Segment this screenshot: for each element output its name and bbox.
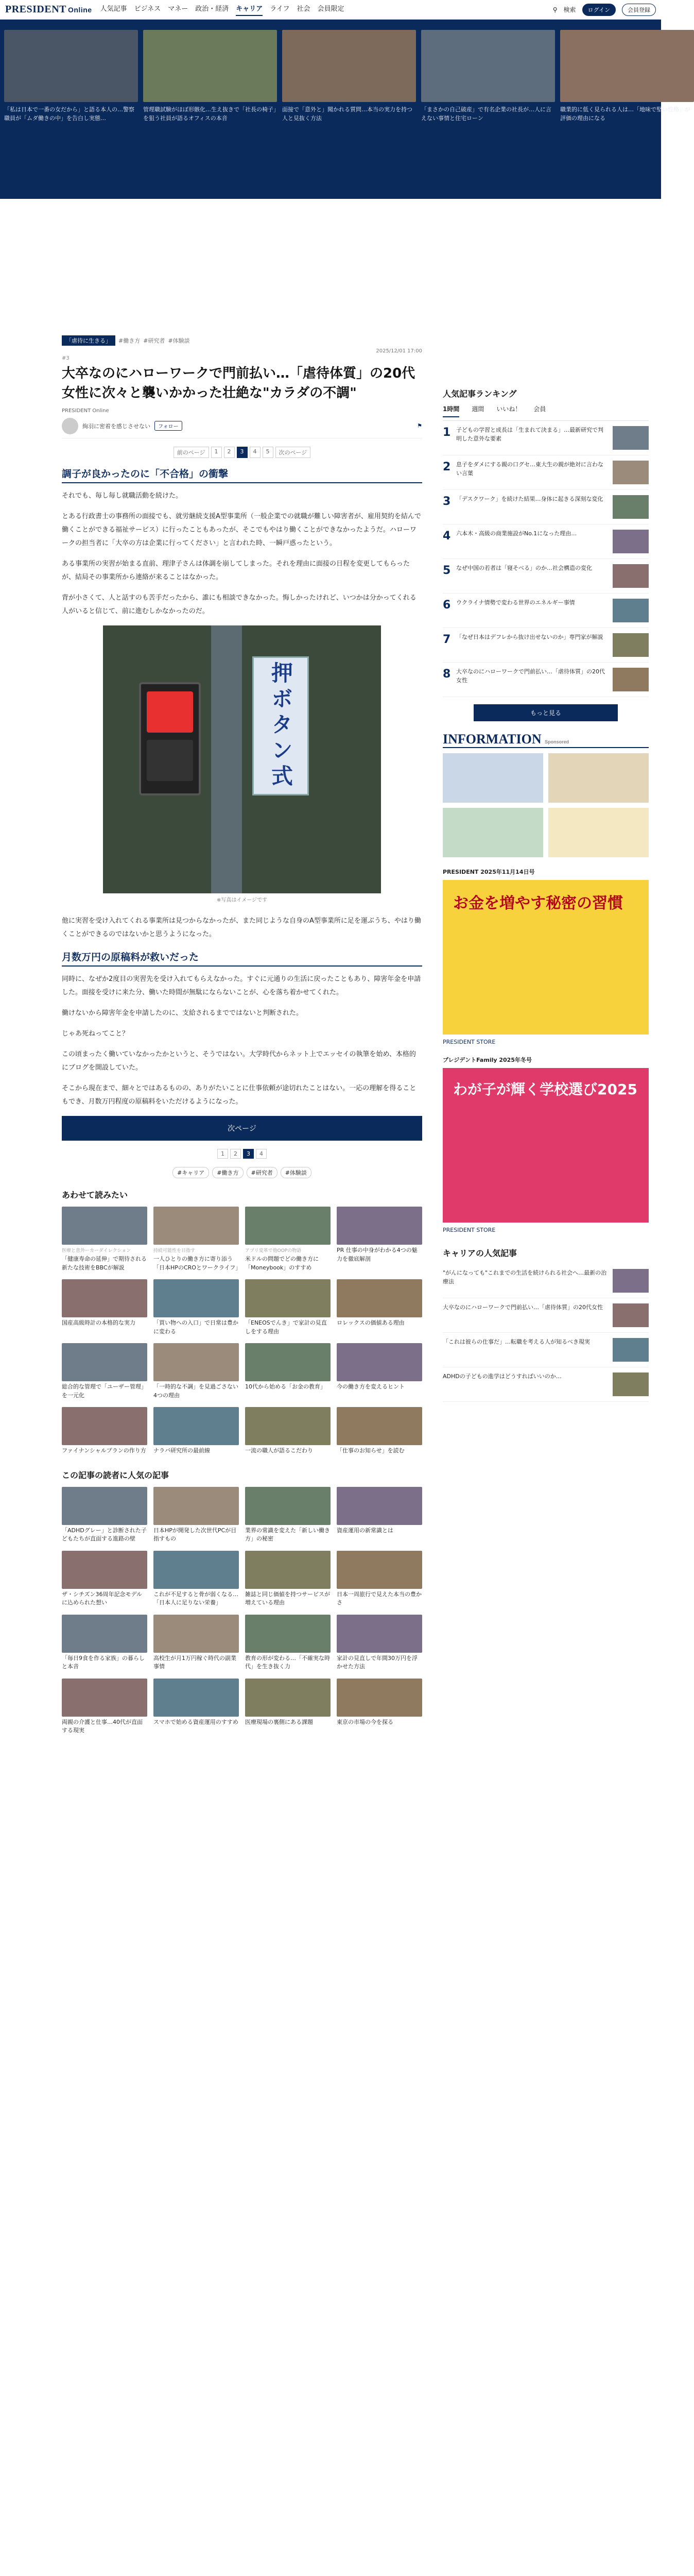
popular-grid xyxy=(62,1487,422,1735)
card-image xyxy=(62,1407,147,1445)
register-button[interactable]: 会員登録 xyxy=(622,4,656,16)
hero-carousel xyxy=(0,20,690,199)
ranking-item[interactable] xyxy=(443,594,649,628)
rank-number: 5 xyxy=(443,564,451,577)
hero-text: 管理職試験がほぼ形骸化…生え抜きで「社長の椅子」を狙う社員が語るオフィスの本音 xyxy=(143,106,276,122)
next-page-button[interactable]: 次ページ xyxy=(62,1116,422,1141)
ad-space xyxy=(62,199,422,333)
hero-card[interactable] xyxy=(4,30,138,199)
article-card[interactable] xyxy=(153,1207,239,1272)
article-card[interactable] xyxy=(62,1679,147,1735)
card-image xyxy=(337,1279,422,1317)
article-card[interactable] xyxy=(337,1487,422,1544)
hero-text: 面接で「意外と」聞かれる質問…本当の実力を持つ人と見抜く方法 xyxy=(282,106,412,122)
article-card[interactable] xyxy=(153,1279,239,1336)
article-card[interactable] xyxy=(245,1343,331,1400)
card-image xyxy=(62,1343,147,1381)
article-photo xyxy=(103,625,381,893)
rank-number: 4 xyxy=(443,530,451,543)
rank-title: 「デスクワーク」を続けた結果…身体に起きる深刻な変化 xyxy=(456,496,603,502)
article-card[interactable] xyxy=(62,1407,147,1455)
paragraph: 同時に、なぜか2度目の実習先を受け入れてもらえなかった。すぐに元通りの生活に戻ったこともあり、障害年金を申請した。面接を受けに来た分、働いた時間が無駄にならないことが、心を落ち着かせてくれた。 xyxy=(62,975,421,997)
career-title: キャリアの人気記事 xyxy=(443,1248,517,1258)
card-image xyxy=(153,1207,239,1245)
card-title: ファイナンシャルプランの作り方 xyxy=(62,1447,146,1454)
info-banner[interactable] xyxy=(548,808,649,857)
card-image xyxy=(245,1487,331,1525)
ranking-title: 人気記事ランキング xyxy=(443,389,517,399)
avatar[interactable] xyxy=(62,418,78,434)
rank-number: 7 xyxy=(443,633,451,646)
card-image xyxy=(153,1615,239,1653)
rank-image xyxy=(613,633,649,657)
rank-number: 2 xyxy=(443,461,451,473)
popular-title: この記事の読者に人気の記事 xyxy=(62,1470,169,1480)
nav-item-career[interactable]: キャリア xyxy=(236,3,263,16)
card-title: スマホで始める資産運用のすすめ xyxy=(153,1718,238,1725)
career-item[interactable] xyxy=(443,1298,649,1333)
article-card[interactable] xyxy=(245,1551,331,1607)
sidebar xyxy=(422,199,649,1735)
ranking-item[interactable] xyxy=(443,559,649,594)
article-card[interactable] xyxy=(337,1407,422,1455)
article-card[interactable] xyxy=(245,1207,331,1272)
article-tags xyxy=(62,333,422,348)
career-item[interactable] xyxy=(443,1333,649,1367)
article-column xyxy=(0,199,422,1735)
card-title: 業界の常識を変えた「新しい働き方」の秘密 xyxy=(245,1527,330,1543)
traffic-signal xyxy=(139,682,201,795)
career-image xyxy=(613,1303,649,1327)
career-list xyxy=(443,1264,649,1402)
career-item-title: 大卒なのにハローワークで門前払い…「虐待体質」の20代女性 xyxy=(443,1304,603,1311)
tab-likes[interactable]: いいね！ xyxy=(496,405,522,413)
card-image xyxy=(245,1679,331,1717)
hero-image xyxy=(143,30,277,102)
page-current[interactable]: 3 xyxy=(243,1149,254,1159)
card-title: 「ENEOSでんき」で家計の見直しをする理由 xyxy=(245,1319,327,1335)
card-source: 医療と意外ーカーダイレクション xyxy=(62,1248,131,1254)
tab-1hour[interactable]: 1時間 xyxy=(443,404,459,417)
card-title: 教育の形が変わる…「不確実な時代」を生き抜く力 xyxy=(245,1654,330,1670)
nav-item[interactable]: マネー xyxy=(168,5,188,13)
rank-number: 6 xyxy=(443,599,451,612)
article-card[interactable] xyxy=(153,1407,239,1455)
card-image xyxy=(245,1615,331,1653)
rank-number: 3 xyxy=(443,495,451,508)
career-image xyxy=(613,1338,649,1362)
prev-page[interactable]: 前のページ xyxy=(173,447,209,458)
card-title: これが不足すると骨が弱くなる…「日本人に足りない栄養」 xyxy=(153,1590,238,1606)
article-card[interactable] xyxy=(153,1615,239,1671)
ranking-item[interactable] xyxy=(443,663,649,697)
tag[interactable]: #体験談 xyxy=(281,1167,311,1178)
rank-title: 六本木・高級の商業施設がNo.1になった理由… xyxy=(456,530,577,537)
card-image xyxy=(337,1551,422,1589)
career-image xyxy=(613,1269,649,1293)
card-image xyxy=(62,1207,147,1245)
career-item[interactable] xyxy=(443,1367,649,1402)
article-card[interactable] xyxy=(153,1343,239,1400)
career-item-title: 「これは彼らの仕事だ」…転職を考える人が知るべき現実 xyxy=(443,1338,590,1345)
page-nav-top xyxy=(62,447,422,458)
bookmark-icon[interactable]: ⚑ xyxy=(417,422,422,430)
ranking-item[interactable] xyxy=(443,421,649,455)
info-banner[interactable] xyxy=(443,808,543,857)
rank-title: 子どもの学習と成長は「生まれて決まる」…最新研究で判明した意外な要素 xyxy=(456,427,603,442)
rank-title: 「なぜ日本はデフレから抜け出せないのか」専門家が解説 xyxy=(456,634,603,640)
card-title: 米ドルの問題でどの働き方に「Moneybook」のすすめ xyxy=(245,1256,319,1271)
card-image xyxy=(153,1407,239,1445)
page-link[interactable]: 2 xyxy=(224,447,235,458)
card-title: 「毎日9食を作る家族」の暮らしと本音 xyxy=(62,1654,145,1670)
card-title: 「買い物への入口」で日常は豊かに変わる xyxy=(153,1319,238,1335)
author-row xyxy=(62,414,422,438)
article-card[interactable] xyxy=(62,1343,147,1400)
publisher: PRESIDENT Online xyxy=(62,408,109,414)
page-link[interactable]: 5 xyxy=(263,447,273,458)
hero-card[interactable] xyxy=(282,30,416,199)
card-title: ザ・シチズン36周年記念モデルに込められた想い xyxy=(62,1590,143,1606)
search-label[interactable]: 検索 xyxy=(563,6,576,13)
login-button[interactable]: ログイン xyxy=(582,4,616,16)
ranking-item[interactable] xyxy=(443,628,649,663)
article-card[interactable] xyxy=(62,1615,147,1671)
hero-text: 「まさかの自己破産」で有名企業の社長が…人に言えない事情と住宅ローン xyxy=(421,106,551,122)
card-title: PR 仕事の中身がわかる4つの魅力を徹底解剖 xyxy=(337,1247,418,1262)
info-grid xyxy=(443,753,649,857)
hero-image xyxy=(4,30,138,102)
card-image xyxy=(62,1551,147,1589)
photo-caption: ※写真はイメージです xyxy=(216,897,268,904)
article-card[interactable] xyxy=(337,1279,422,1336)
card-image xyxy=(245,1551,331,1589)
paragraph: とある行政書士の事務所の面接でも、就労継続支援A型事業所（一般企業での就職が難しい障害者が、雇用契約を結んで働くことができる福祉サービス）に行ったこともあったが、そこでもやはり働くことができなかったようだ。ハローワークの担当者に「大卒の方は企業に行ってください」と言われた時、一瞬戸惑ったという。 xyxy=(62,513,421,548)
tag[interactable]: #働き方 xyxy=(212,1167,243,1178)
article-card[interactable] xyxy=(153,1679,239,1735)
push-button-plate: 押ボタン式 xyxy=(252,656,309,795)
magazine-title: PRESIDENT 2025年11月14日号 xyxy=(443,869,535,875)
information-header: INFORMATION Sponsored xyxy=(443,732,649,748)
card-image xyxy=(62,1679,147,1717)
card-title: 「健康寿命の延伸」で期待される新たな技術をBBCが解説 xyxy=(62,1256,147,1271)
card-title: 雑誌と同じ価値を持つサービスが増えている理由 xyxy=(245,1590,330,1606)
article-card[interactable] xyxy=(62,1551,147,1607)
card-title: 国産高級時計の本格的な実力 xyxy=(62,1319,135,1327)
rank-image xyxy=(613,426,649,450)
article-card[interactable] xyxy=(245,1615,331,1671)
store-link[interactable]: PRESIDENT STORE xyxy=(443,1039,496,1045)
header-actions xyxy=(553,4,656,16)
card-title: 一流の職人が語るこだわり xyxy=(245,1447,313,1454)
card-image xyxy=(62,1279,147,1317)
article-card[interactable] xyxy=(153,1487,239,1544)
article-card[interactable] xyxy=(245,1279,331,1336)
article-card[interactable] xyxy=(245,1487,331,1544)
nav-item[interactable]: 人気記事 xyxy=(100,5,127,13)
follow-button[interactable]: フォロー xyxy=(154,421,182,431)
tag[interactable]: #研究者 xyxy=(247,1167,277,1178)
rank-image xyxy=(613,599,649,622)
info-banner[interactable] xyxy=(443,753,543,803)
article-card[interactable] xyxy=(62,1487,147,1544)
rank-image xyxy=(613,564,649,588)
paragraph: 働けないから障害年金を申請したのに、支給されるまでではないと判断された。 xyxy=(62,1009,303,1018)
bottom-tags xyxy=(62,1167,422,1178)
card-image xyxy=(337,1679,422,1717)
more-button[interactable]: もっと見る xyxy=(474,704,618,721)
nav-item[interactable]: 政治・経済 xyxy=(195,5,229,13)
hero-image xyxy=(560,30,694,102)
rank-title: なぜ中国の若者は「寝そべる」のか…社会構造の変化 xyxy=(456,565,592,571)
site-logo[interactable]: PRESIDENT Online xyxy=(5,4,92,15)
author-name[interactable]: 絢羽に密着を感じさせない xyxy=(82,422,150,430)
category-badge[interactable]: 「虐待に生きる」 xyxy=(62,335,115,346)
career-image xyxy=(613,1372,649,1396)
ranking-item[interactable] xyxy=(443,524,649,559)
page-link[interactable]: 2 xyxy=(230,1149,241,1159)
section-heading: 月数万円の原稿料が救いだった xyxy=(62,950,422,967)
rank-number: 8 xyxy=(443,668,451,681)
paragraph: そこから現在まで、細々とではあるものの、ありがたいことに仕事依頼が途切れたことはない。一応の理解を得ることもでき、月数万円程度の原稿料をいただけるようになった。 xyxy=(62,1084,417,1106)
series-number: #3 xyxy=(62,355,70,361)
rank-image xyxy=(613,668,649,691)
card-image xyxy=(153,1487,239,1525)
card-title: 「一時的な不調」を見過ごさない4つの理由 xyxy=(153,1383,238,1399)
paragraph: ある事業所の実習が始まる直前、理津子さんは体調を崩してしまった。それを理由に面接の日程を変更してもらったが、結局その事業所から連絡が来ることはなかった。 xyxy=(62,560,410,582)
page-link[interactable]: 4 xyxy=(256,1149,267,1159)
card-title: 一人ひとりの働き方に寄り添う「日本HPのCROとワークライフ」 xyxy=(153,1256,241,1271)
paragraph: 背が小さくて、人と話すのも苦手だったから、誰にも相談できなかった。悔しかったけれど、いつかは分かってくれる人がいると信じて、前に進むしかなかったのだ。 xyxy=(62,594,417,616)
paragraph: それでも、毎し毎し就職活動を続けた。 xyxy=(62,492,183,500)
ranking-tabs xyxy=(443,404,649,421)
tab-members[interactable]: 会員 xyxy=(533,405,546,413)
tag[interactable]: #研究者 xyxy=(143,337,165,344)
page-link[interactable]: 1 xyxy=(211,447,222,458)
rank-number: 1 xyxy=(443,426,451,439)
publish-date: 2025/12/01 17:00 xyxy=(376,348,422,354)
magazine-cover[interactable]: お金を増やす秘密の習慣 xyxy=(443,880,649,1035)
page-link[interactable]: 1 xyxy=(217,1149,228,1159)
family-cover[interactable]: わが子が輝く学校選び2025 xyxy=(443,1068,649,1223)
rank-image xyxy=(613,461,649,484)
card-title: 日本HPが開発した次世代PCが目指すもの xyxy=(153,1527,237,1543)
rank-title: 息子をダメにする親の口グセ…東大生の親が絶対に言わない言葉 xyxy=(456,461,603,477)
card-image xyxy=(153,1343,239,1381)
card-image xyxy=(245,1343,331,1381)
related-grid xyxy=(62,1207,422,1455)
article-card[interactable] xyxy=(337,1551,422,1607)
next-page[interactable]: 次のページ xyxy=(275,447,311,458)
card-title: ロレックスの価値ある理由 xyxy=(337,1319,405,1327)
card-title: 両親の介護と仕事…40代が直面する現実 xyxy=(62,1718,143,1734)
hero-card[interactable] xyxy=(560,30,694,199)
career-item-title: ADHDの子どもの進学はどうすればいいのか… xyxy=(443,1373,562,1380)
nav-item[interactable]: 社会 xyxy=(297,5,310,13)
ranking-item[interactable] xyxy=(443,455,649,490)
article-title: 大卒なのにハローワークで門前払い…「虐待体質」の20代女性に次々と襲いかかった壮絶な"カラダの不調" xyxy=(62,366,415,401)
tag[interactable]: #体験談 xyxy=(168,337,190,344)
card-source: 持続可能性を目指す xyxy=(153,1248,196,1254)
global-nav xyxy=(100,3,344,16)
card-image xyxy=(337,1207,422,1245)
card-title: ナラバ研究所の最前線 xyxy=(153,1447,210,1454)
card-title: 総合的な管理で「ユーザー管理」を一元化 xyxy=(62,1383,147,1399)
related-title: あわせて読みたい xyxy=(62,1190,128,1200)
page-link[interactable]: 4 xyxy=(250,447,261,458)
tag[interactable]: #キャリア xyxy=(172,1167,209,1178)
rank-image xyxy=(613,530,649,553)
card-title: 今の働き方を変えるヒント xyxy=(337,1383,405,1391)
card-image xyxy=(245,1279,331,1317)
info-banner[interactable] xyxy=(548,753,649,803)
article-card[interactable] xyxy=(245,1407,331,1455)
card-image xyxy=(337,1615,422,1653)
hero-image xyxy=(282,30,416,102)
tab-weekly[interactable]: 週間 xyxy=(472,405,484,413)
article-card[interactable] xyxy=(337,1343,422,1400)
article-card[interactable] xyxy=(62,1207,147,1272)
hero-card[interactable] xyxy=(143,30,277,199)
card-image xyxy=(245,1207,331,1245)
paragraph: 他に実習を受け入れてくれる事業所は見つからなかったが、また同じような自身のA型事業所に足を運ぶうち、やはり働くことができるのではないかと思うようになった。 xyxy=(62,917,421,939)
hero-text: 職業的に低く見られる人は…「地味で堅い性格」が評価の理由になる xyxy=(560,106,690,122)
rank-title: ウクライナ情勢で変わる世界のエネルギー事情 xyxy=(456,599,575,606)
ranking-list xyxy=(443,421,649,697)
article-card[interactable] xyxy=(153,1551,239,1607)
page-current[interactable]: 3 xyxy=(237,447,248,458)
section-heading: 調子が良かったのに「不合格」の衝撃 xyxy=(62,466,422,483)
rank-image xyxy=(613,495,649,519)
career-item-title: "がんになっても"これまでの生活を続けられる社会へ…最新の治療法 xyxy=(443,1269,607,1285)
paragraph: この頃まったく働いていなかったかというと、そうではない。大学時代からネット上でエッセイの執筆を始め、本格的にブログを開設していた。 xyxy=(62,1050,416,1072)
hero-text: 「私は日本で一番の女だから」と語る本人の…警察職員が「ムダ働きの中」を告白し実態… xyxy=(4,106,134,122)
card-image xyxy=(337,1343,422,1381)
store-link[interactable]: PRESIDENT STORE xyxy=(443,1227,496,1233)
career-item[interactable] xyxy=(443,1264,649,1298)
card-image xyxy=(337,1487,422,1525)
ranking-item[interactable] xyxy=(443,490,649,524)
card-title: 家計の見直しで年間30万円を浮かせた方法 xyxy=(337,1654,418,1670)
sidebar-ad xyxy=(443,199,649,374)
article-card[interactable] xyxy=(337,1615,422,1671)
card-image xyxy=(245,1407,331,1445)
article-card[interactable] xyxy=(337,1207,422,1272)
article-card[interactable] xyxy=(62,1279,147,1336)
hero-card[interactable] xyxy=(421,30,555,199)
card-image xyxy=(153,1551,239,1589)
card-title: 「ADHDグレー」と診断された子どもたちが直面する進路の壁 xyxy=(62,1527,147,1543)
card-title: 資産運用の新常識とは xyxy=(337,1527,393,1534)
article-card[interactable] xyxy=(245,1679,331,1735)
family-title: プレジデントFamily 2025年冬号 xyxy=(443,1057,532,1063)
nav-item[interactable]: ビジネス xyxy=(134,5,161,13)
card-title: 医療現場の裏側にある課題 xyxy=(245,1718,313,1725)
card-image xyxy=(153,1279,239,1317)
page-nav-bottom xyxy=(62,1149,422,1159)
hero-image xyxy=(421,30,555,102)
card-source: アプリ変革で他OOPの物語 xyxy=(245,1248,302,1254)
card-title: 東京の市場の今を探る xyxy=(337,1718,393,1725)
tag[interactable]: #働き方 xyxy=(118,337,141,344)
paragraph: じゃあ死ねってこと？ xyxy=(62,1030,129,1038)
card-title: 高校生が月1万円稼ぐ時代の副業事情 xyxy=(153,1654,236,1670)
card-image xyxy=(337,1407,422,1445)
article-card[interactable] xyxy=(337,1679,422,1735)
card-title: 10代から始める「お金の教育」 xyxy=(245,1383,326,1391)
card-title: 「仕事のお知らせ」を読む xyxy=(337,1447,405,1454)
card-image xyxy=(62,1487,147,1525)
article-body xyxy=(62,466,422,1109)
search-icon[interactable]: ⚲ xyxy=(552,6,558,13)
card-title: 日本一周旅行で見えた本当の豊かさ xyxy=(337,1590,422,1606)
top-nav xyxy=(0,0,661,20)
card-image xyxy=(62,1615,147,1653)
rank-title: 大卒なのにハローワークで門前払い…「虐待体質」の20代女性 xyxy=(456,668,605,684)
nav-item[interactable]: 会員限定 xyxy=(317,5,344,13)
card-image xyxy=(153,1679,239,1717)
nav-item[interactable]: ライフ xyxy=(270,5,290,13)
